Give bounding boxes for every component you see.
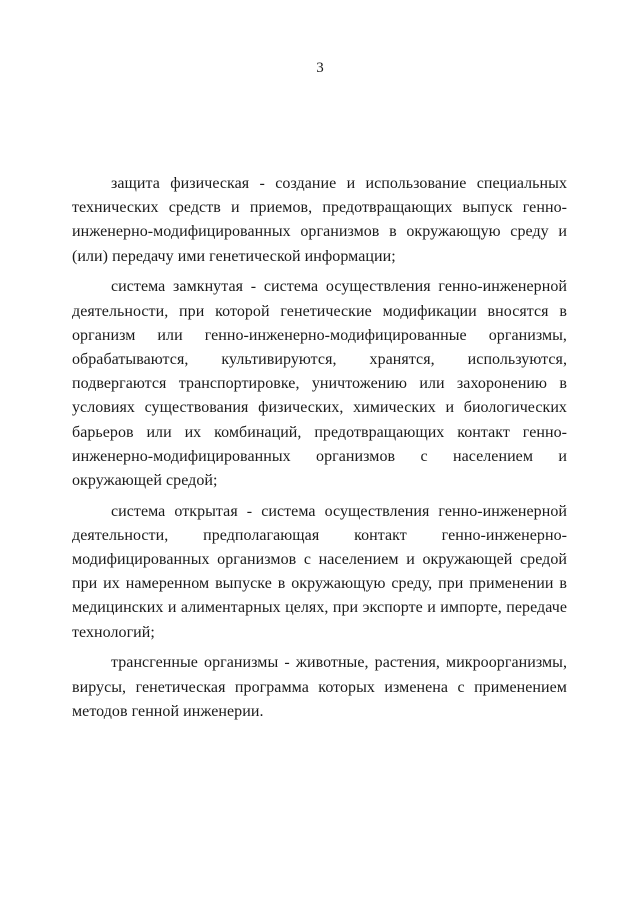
definition-open-system: система открытая - система осуществления генно-инженерной деятельности, предполагающая контакт генно-инженерно-модифицированных организмов с населением и окружающей средой при их намеренном выпуске в окружающую среду, при применении в медицинских и алиментарных целях, при экспорте и импорте, передаче технологий;: [72, 502, 567, 641]
definition-closed-system: система замкнутая - система осуществления генно-инженерной деятельности, при которой генетические модификации вносятся в организм или генно-инженерно-модифицированные организмы, обрабатываются, культивируются, хранятся, используются, подвергаются транспортировке, уничтожению или захоронению в условиях существования физических, химических и биологических барьеров или их комбинаций, предотвращающих контакт генно-инженерно-модифицированных организмов с населением и окружающей средой;: [72, 278, 567, 489]
page-number: 3: [316, 60, 324, 76]
definition-physical-protection: защита физическая - создание и использование специальных технических средств и приемов, предотвращающих выпуск генно-инженерно-модифицированных организмов в окружающую среду и (или) передачу ими генетической информации;: [72, 175, 567, 265]
document-body: [72, 172, 567, 724]
definition-transgenic-organisms: трансгенные организмы - животные, растения, микроорганизмы, вирусы, генетическая программа которых изменена с применением методов генной инженерии.: [72, 654, 567, 720]
